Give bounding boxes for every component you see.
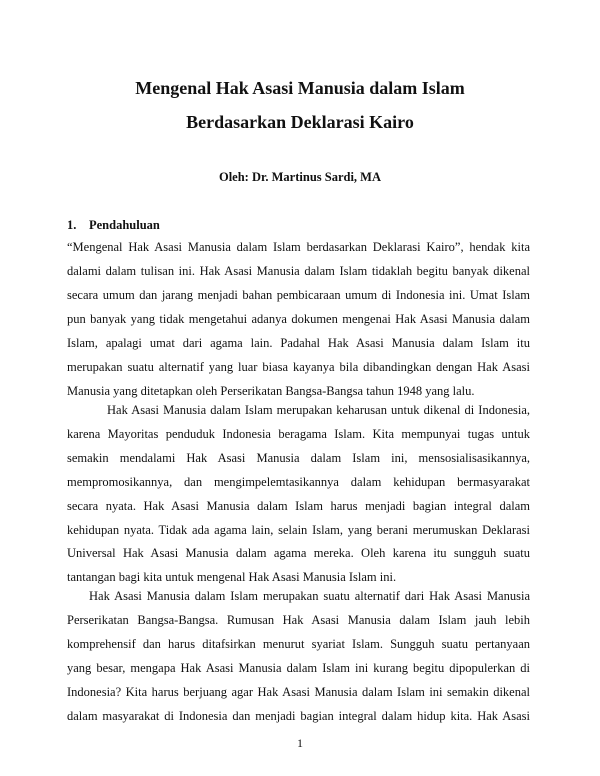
text-line: “Mengenal Hak Asasi Manusia dalam Islam berdasarkan Deklarasi Kairo”, hendak kita [67,240,530,254]
text-line: semakin mendalami Hak Asasi Manusia dalam Islam ini, mensosialisasikannya, [67,451,530,465]
text-line: tantangan bagi kita untuk mengenal Hak Asasi Manusia Islam ini. [67,570,397,584]
section-number: 1. [67,218,77,232]
text-line: dalami dalam tulisan ini. Hak Asasi Manusia dalam Islam tidaklah begitu banyak dikenal [67,264,530,278]
author-byline: Oleh: Dr. Martinus Sardi, MA [218,170,382,184]
document-title-line-2: Berdasarkan Deklarasi Kairo [186,112,414,132]
text-line: Hak Asasi Manusia dalam Islam merupakan suatu alternatif dari Hak Asasi Manusia [89,589,530,603]
text-line: secara nyata. Hak Asasi Manusia dalam Islam harus menjadi bagian integral dalam [67,499,530,513]
text-line: komprehensif dan harus ditafsirkan menurut syariat Islam. Sungguh suatu pertanyaan [67,637,530,651]
text-line: kehidupan nyata. Tidak ada agama lain, selain Islam, yang berani merumuskan Deklarasi [67,523,530,537]
text-line: Hak Asasi Manusia dalam Islam merupakan keharusan untuk dikenal di Indonesia, [107,403,530,417]
section-title: Pendahuluan [89,218,160,232]
text-line: yang besar, mengapa Hak Asasi Manusia dalam Islam ini kurang begitu dipopulerkan di [67,661,530,675]
text-line: Indonesia? Kita harus berjuang agar Hak Asasi Manusia dalam Islam ini semakin dikenal [67,685,530,699]
section-heading [67,218,160,233]
text-line: Manusia yang ditetapkan oleh Perserikatan Bangsa-Bangsa tahun 1948 yang lalu. [67,384,475,398]
text-line: merupakan suatu alternatif yang luar biasa kayanya bila dibandingkan dengan Hak Asasi [67,360,530,374]
text-line: secara umum dan jarang menjadi bahan pembicaraan umum di Indonesia ini. Umat Islam [67,288,530,302]
text-line: Perserikatan Bangsa-Bangsa. Rumusan Hak Asasi Manusia dalam Islam jauh lebih [67,613,530,627]
text-line: karena Mayoritas penduduk Indonesia beragama Islam. Kita mempunyai tugas untuk [67,427,530,441]
text-line: Universal Hak Asasi Manusia dalam agama mereka. Oleh karena itu sungguh suatu [67,546,530,560]
text-line: mempromosikannya, dan mengimpelemtasikannya dalam kehidupan bermasyarakat [67,475,530,489]
document-title-line-1: Mengenal Hak Asasi Manusia dalam Islam [135,78,465,98]
text-line: dalam masyarakat di Indonesia dan menjadi bagian integral dalam hidup kita. Hak Asasi [67,709,530,723]
text-line: pun banyak yang tidak mengetahui adanya dokumen mengenai Hak Asasi Manusia dalam [67,312,530,326]
page-number: 1 [297,736,303,750]
text-line: Islam, apalagi umat dari agama lain. Padahal Hak Asasi Manusia dalam Islam itu [67,336,530,350]
